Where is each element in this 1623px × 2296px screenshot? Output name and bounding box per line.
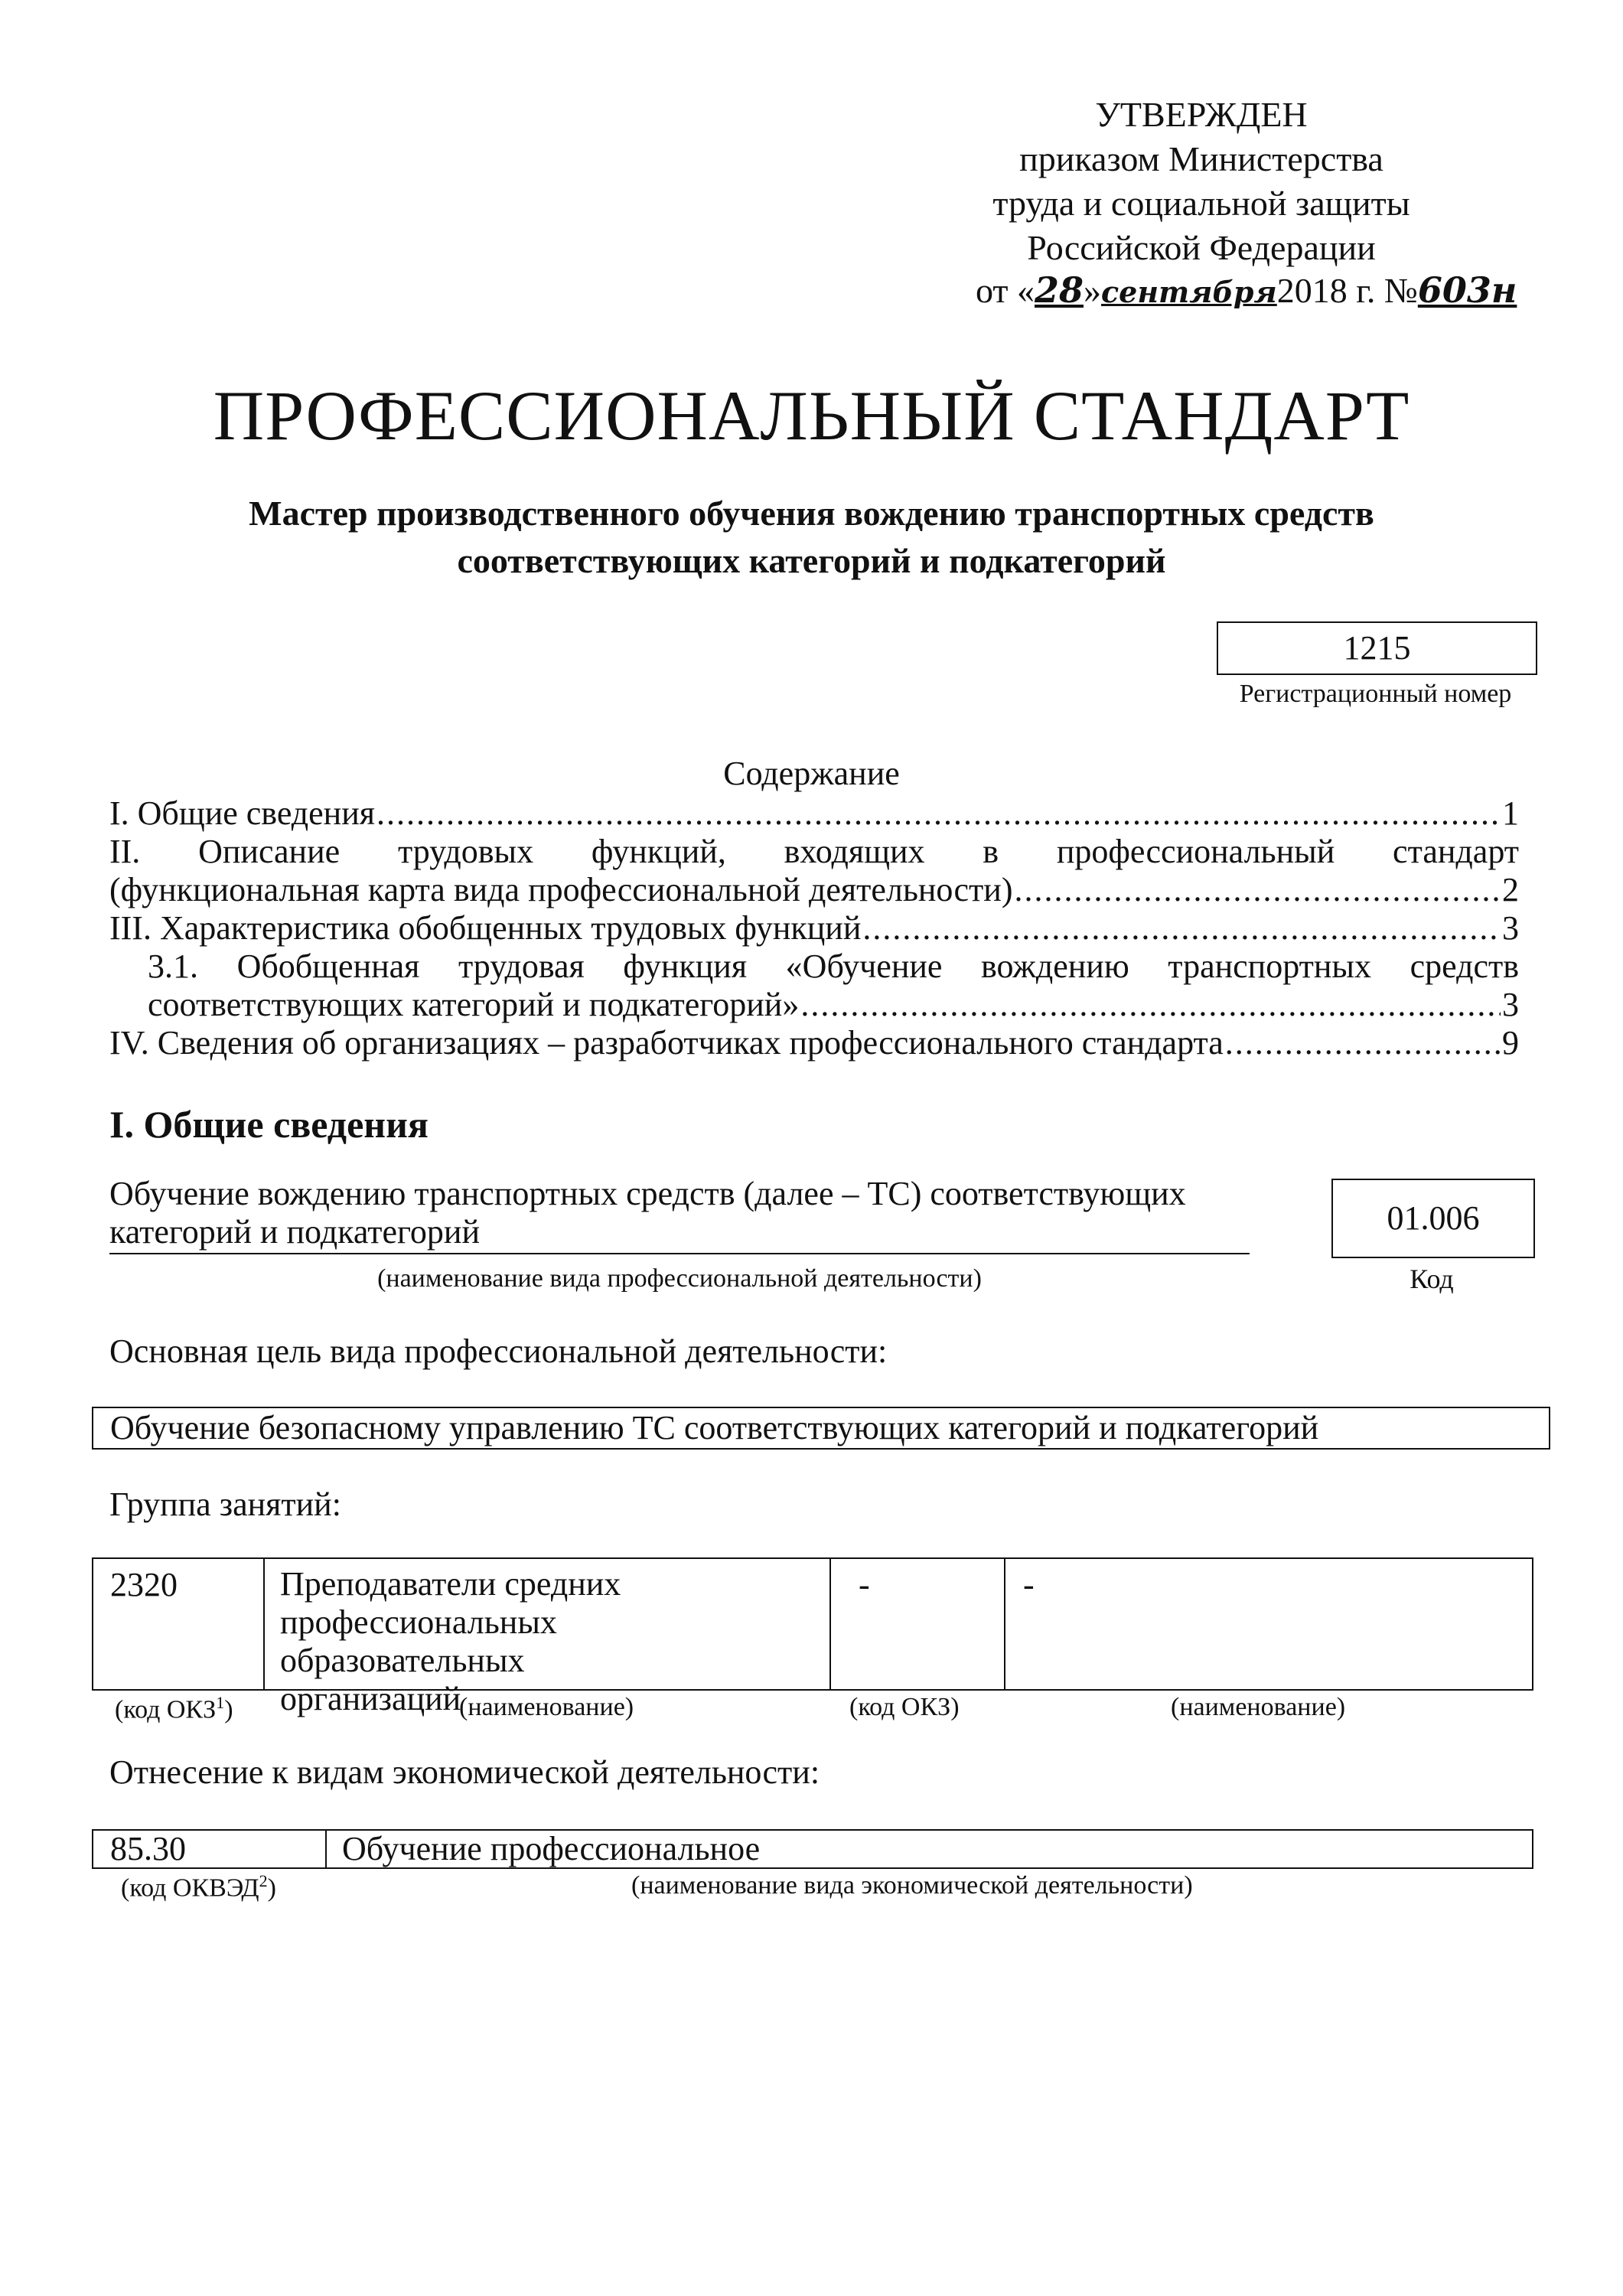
toc-item-4 <box>109 986 1519 1024</box>
group-label: Группа занятий: <box>109 1486 341 1523</box>
toc-item-2-page: 2 <box>1502 871 1519 908</box>
document-title: ПРОФЕССИОНАЛЬНЫЙ СТАНДАРТ <box>213 377 1410 455</box>
okz-code-caption-text: (код ОКЗ <box>115 1695 217 1724</box>
toc-item-4-line-1: 3.1. Обобщенная трудовая функция «Обучение вождению транспортных средств <box>148 947 1519 985</box>
toc-item-1-text: I. Общие сведения <box>109 794 376 832</box>
economic-activity-table <box>92 1829 1533 1869</box>
okved-code-caption-end: ) <box>267 1874 276 1903</box>
date-year: 2018 г. № <box>1276 271 1418 310</box>
toc-item-3-page: 3 <box>1502 909 1519 947</box>
activity-code-box: 01.006 <box>1331 1179 1535 1258</box>
footnote-1-marker: 1 <box>216 1693 225 1712</box>
approval-line-2: приказом Министерства <box>1019 139 1383 178</box>
activity-name <box>109 1175 1250 1254</box>
date-month-handwritten: сентября <box>1101 275 1277 309</box>
section-1-heading: I. Общие сведения <box>109 1103 429 1146</box>
okz-name: Преподаватели средних профессиональных образовательных организаций <box>280 1565 621 1717</box>
okz-code: 2320 <box>110 1566 178 1603</box>
toc-item-2 <box>109 871 1519 909</box>
okved-name: Обучение профессиональное <box>342 1830 761 1867</box>
okz-code-2-caption: (код ОКЗ) <box>849 1693 960 1721</box>
document-subtitle <box>115 490 1508 585</box>
toc-item-3-text: III. Характеристика обобщенных трудовых функций <box>109 909 862 947</box>
toc-item-5-text: IV. Сведения об организациях – разработчиках профессионального стандарта <box>109 1024 1224 1062</box>
toc-item-2-line-1: II. Описание трудовых функций, входящих в профессиональный стандарт <box>109 833 1519 870</box>
okz-code-2: - <box>859 1566 870 1603</box>
okz-code-caption <box>115 1693 233 1724</box>
okved-code-caption-text: (код ОКВЭД <box>121 1874 259 1903</box>
activity-line-1: Обучение вождению транспортных средств (далее – ТС) соответствующих <box>109 1175 1186 1212</box>
toc-item-3 <box>109 909 1519 947</box>
toc-item-4-text: соответствующих категорий и подкатегорий» <box>148 986 800 1023</box>
toc-item-5 <box>109 1024 1519 1062</box>
toc-item-1 <box>109 794 1519 833</box>
date-day-handwritten: 28 <box>1035 269 1084 311</box>
okved-code: 85.30 <box>110 1830 186 1867</box>
toc-item-1-page: 1 <box>1502 794 1519 832</box>
footnote-2-marker: 2 <box>259 1871 268 1890</box>
okz-code-caption-end: ) <box>224 1695 233 1724</box>
date-prefix: от « <box>976 271 1035 310</box>
activity-line-2: категорий и подкатегорий <box>109 1213 481 1251</box>
order-number-handwritten: 603н <box>1417 269 1517 311</box>
toc-item-4-page: 3 <box>1502 986 1519 1023</box>
toc-heading: Содержание <box>723 755 900 792</box>
approval-date <box>976 269 1517 311</box>
approval-line-1: УТВЕРЖДЕН <box>1095 95 1308 134</box>
okz-name-caption: (наименование) <box>459 1693 634 1721</box>
table-of-contents <box>109 794 1519 1062</box>
activity-caption: (наименование вида профессиональной деятельности) <box>377 1264 982 1293</box>
econ-label: Отнесение к видам экономической деятельности: <box>109 1753 820 1791</box>
subtitle-line-2: соответствующих категорий и подкатегорий <box>457 541 1166 580</box>
date-mid: » <box>1084 271 1102 310</box>
goal-text-box: Обучение безопасному управлению ТС соответствующих категорий и подкатегорий <box>92 1407 1550 1450</box>
subtitle-line-1: Мастер производственного обучения вождению транспортных средств <box>249 494 1374 533</box>
goal-label: Основная цель вида профессиональной деятельности: <box>109 1332 888 1370</box>
toc-item-5-page: 9 <box>1502 1024 1519 1062</box>
registration-number-box: 1215 <box>1217 621 1537 675</box>
okved-name-caption: (наименование вида экономической деятельности) <box>631 1871 1193 1900</box>
okved-code-caption <box>121 1871 276 1903</box>
toc-item-2-text: (функциональная карта вида профессиональной деятельности) <box>109 871 1013 908</box>
activity-code-caption: Код <box>1410 1264 1454 1294</box>
approval-line-4: Российской Федерации <box>1027 228 1376 267</box>
approval-line-3: труда и социальной защиты <box>992 184 1410 223</box>
registration-label: Регистрационный номер <box>1239 680 1512 708</box>
okz-name-2: - <box>1023 1566 1035 1603</box>
okz-name-2-caption: (наименование) <box>1171 1693 1346 1721</box>
